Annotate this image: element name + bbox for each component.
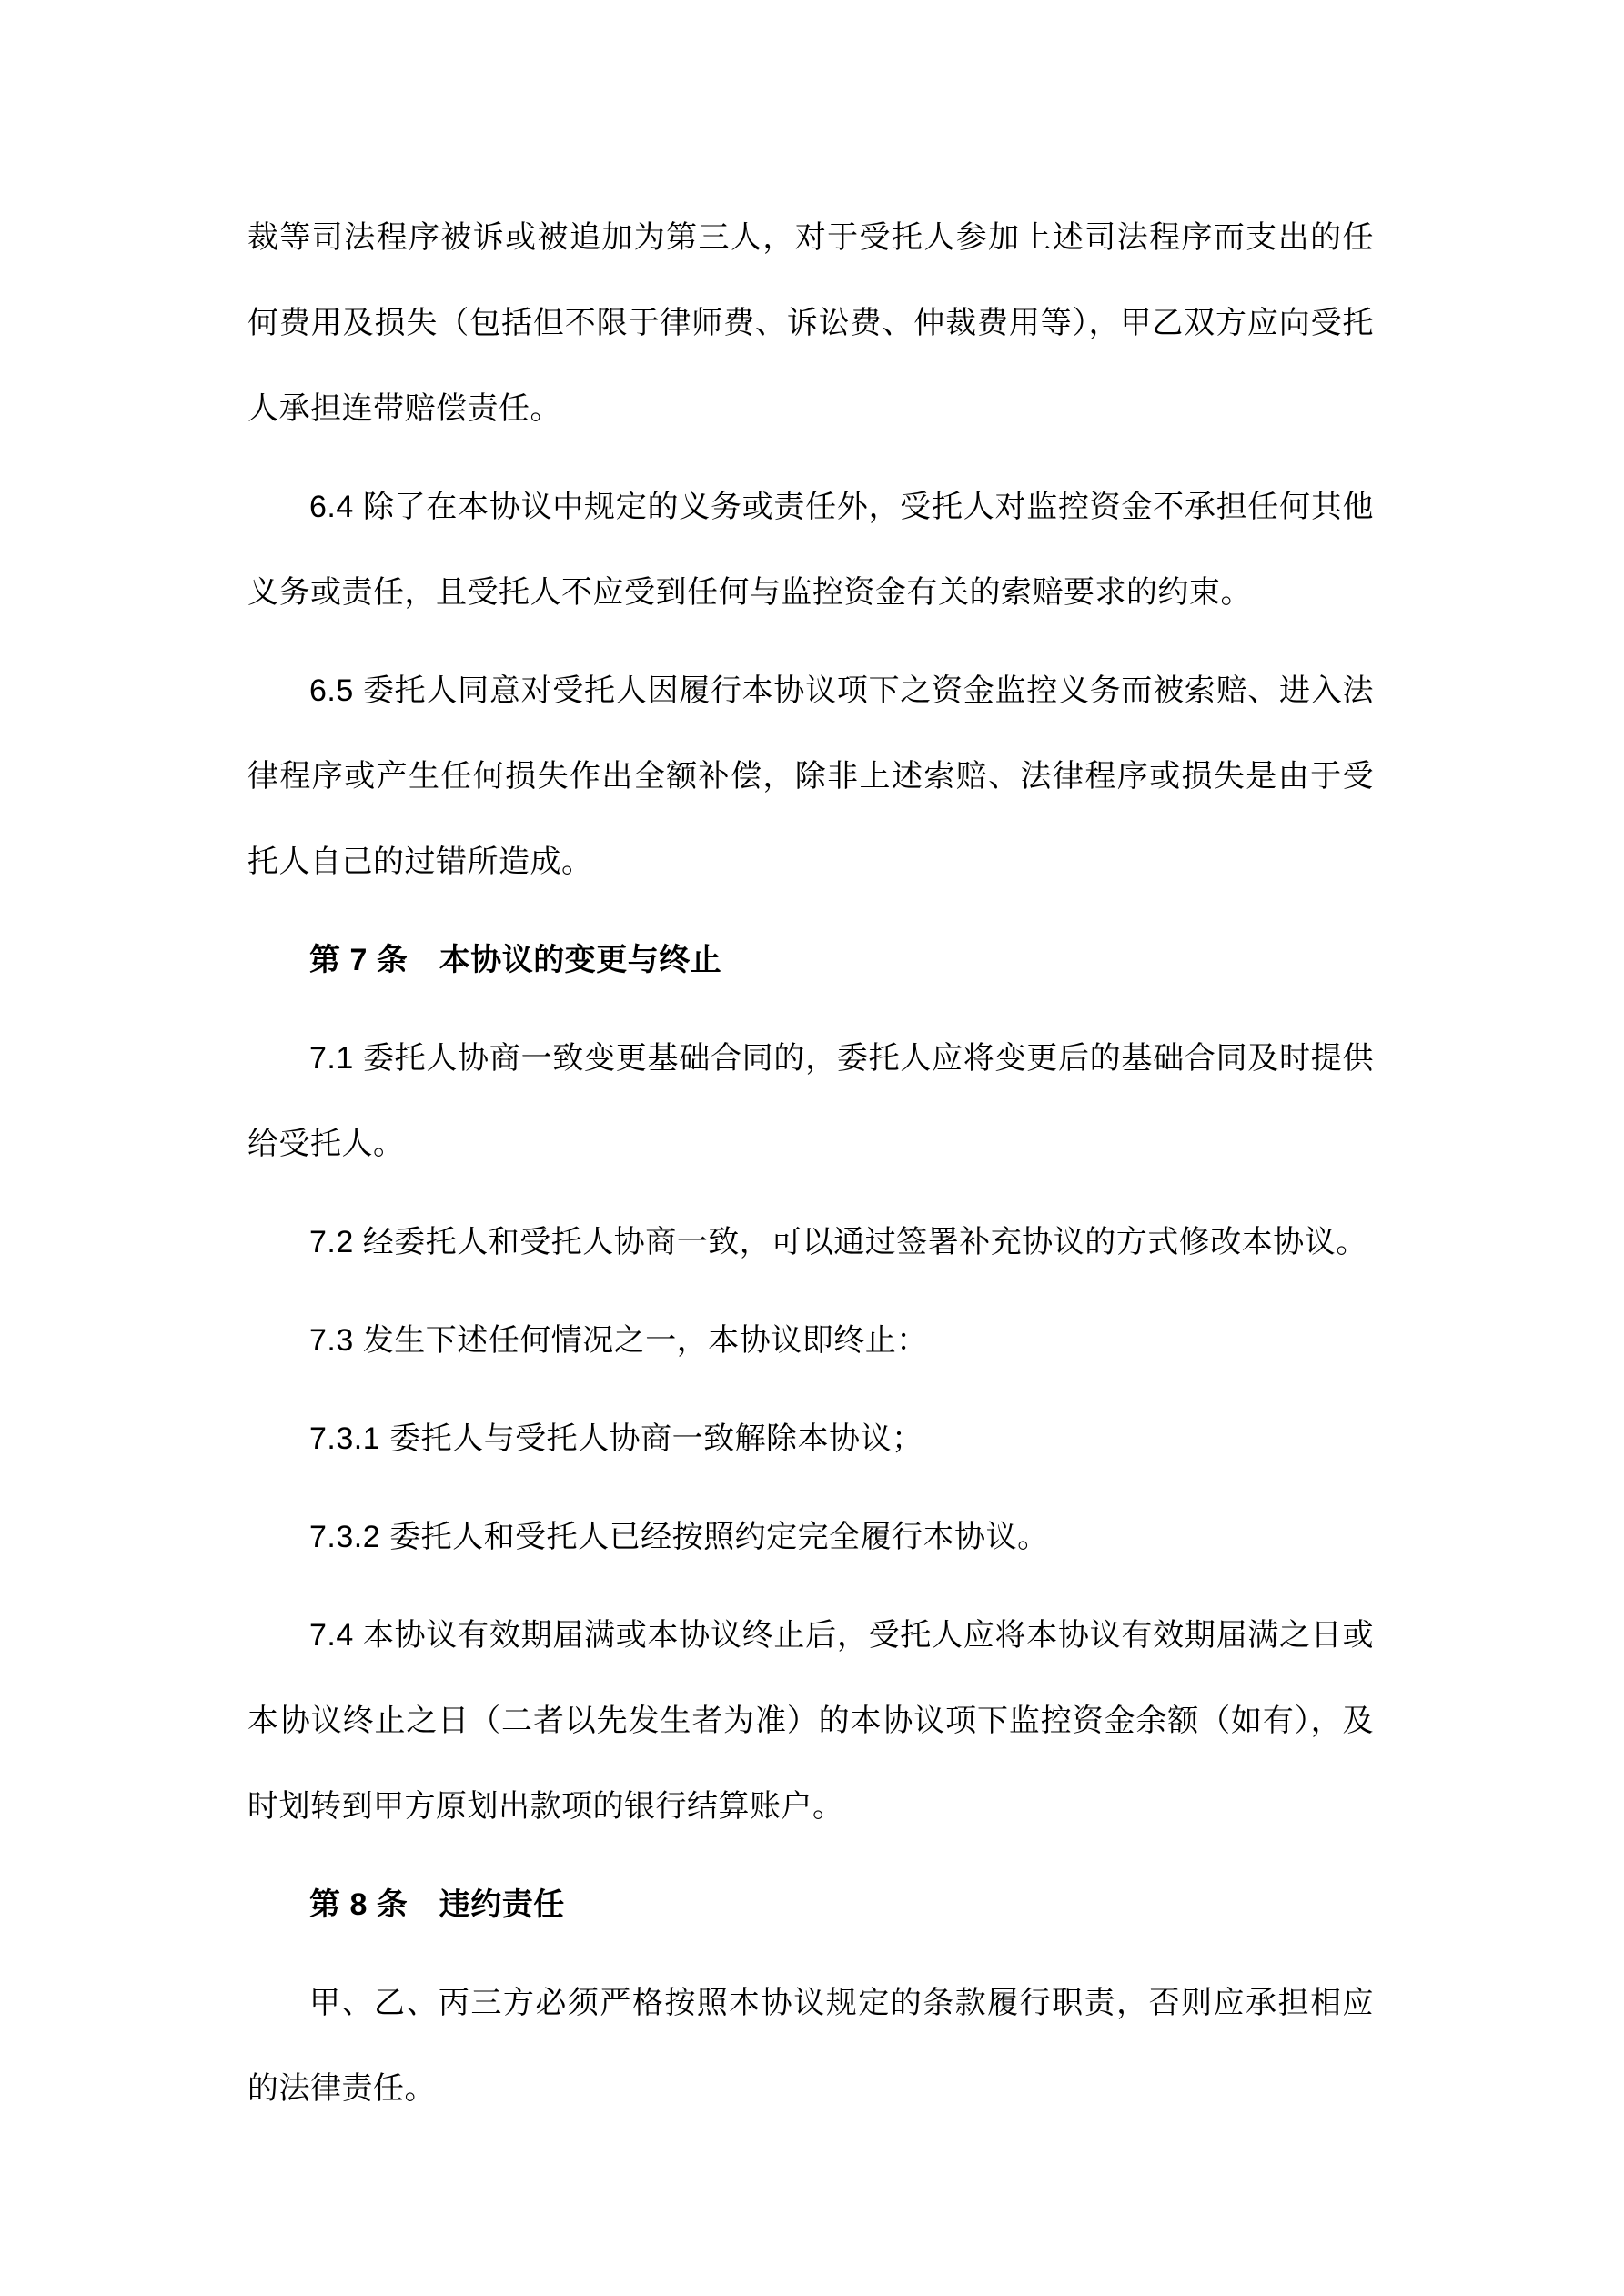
clause-7-3: 7.3 发生下述任何情况之一，本协议即终止： — [309, 1323, 928, 1358]
clause-7-3-2: 7.3.2 委托人和受托人已经按照约定完全履行本协议。 — [309, 1520, 1049, 1554]
clause-6-4: 6.4 除了在本协议中规定的义务或责任外，受托人对监控资金不承担任何其他义务或责任，且受托人不应受到任何与监控资金有关的索赔要求的约束。 — [247, 490, 1374, 610]
clause-7-3-1: 7.3.1 委托人与受托人协商一致解除本协议； — [309, 1421, 923, 1456]
article-7-heading: 第 7 条 本协议的变更与终止 — [309, 943, 722, 977]
paragraph-continuation: 裁等司法程序被诉或被追加为第三人，对于受托人参加上述司法程序而支出的任何费用及损失（包括但不限于律师费、诉讼费、仲裁费用等），甲乙双方应向受托人承担连带赔偿责任。 — [247, 220, 1374, 426]
clause-7-2: 7.2 经委托人和受托人协商一致，可以通过签署补充协议的方式修改本协议。 — [309, 1225, 1367, 1259]
clause-7-4: 7.4 本协议有效期届满或本协议终止后，受托人应将本协议有效期届满之日或本协议终止之日（二者以先发生者为准）的本协议项下监控资金余额（如有），及时划转到甲方原划出款项的银行结算账户。 — [247, 1618, 1374, 1824]
clause-8-body: 甲、乙、丙三方必须严格按照本协议规定的条款履行职责，否则应承担相应的法律责任。 — [247, 1986, 1374, 2106]
clause-6-5: 6.5 委托人同意对受托人因履行本协议项下之资金监控义务而被索赔、进入法律程序或产生任何损失作出全额补偿，除非上述索赔、法律程序或损失是由于受托人自己的过错所造成。 — [247, 673, 1374, 879]
clause-7-1: 7.1 委托人协商一致变更基础合同的，委托人应将变更后的基础合同及时提供给受托人。 — [247, 1041, 1374, 1161]
article-8-heading: 第 8 条 违约责任 — [309, 1887, 565, 1922]
